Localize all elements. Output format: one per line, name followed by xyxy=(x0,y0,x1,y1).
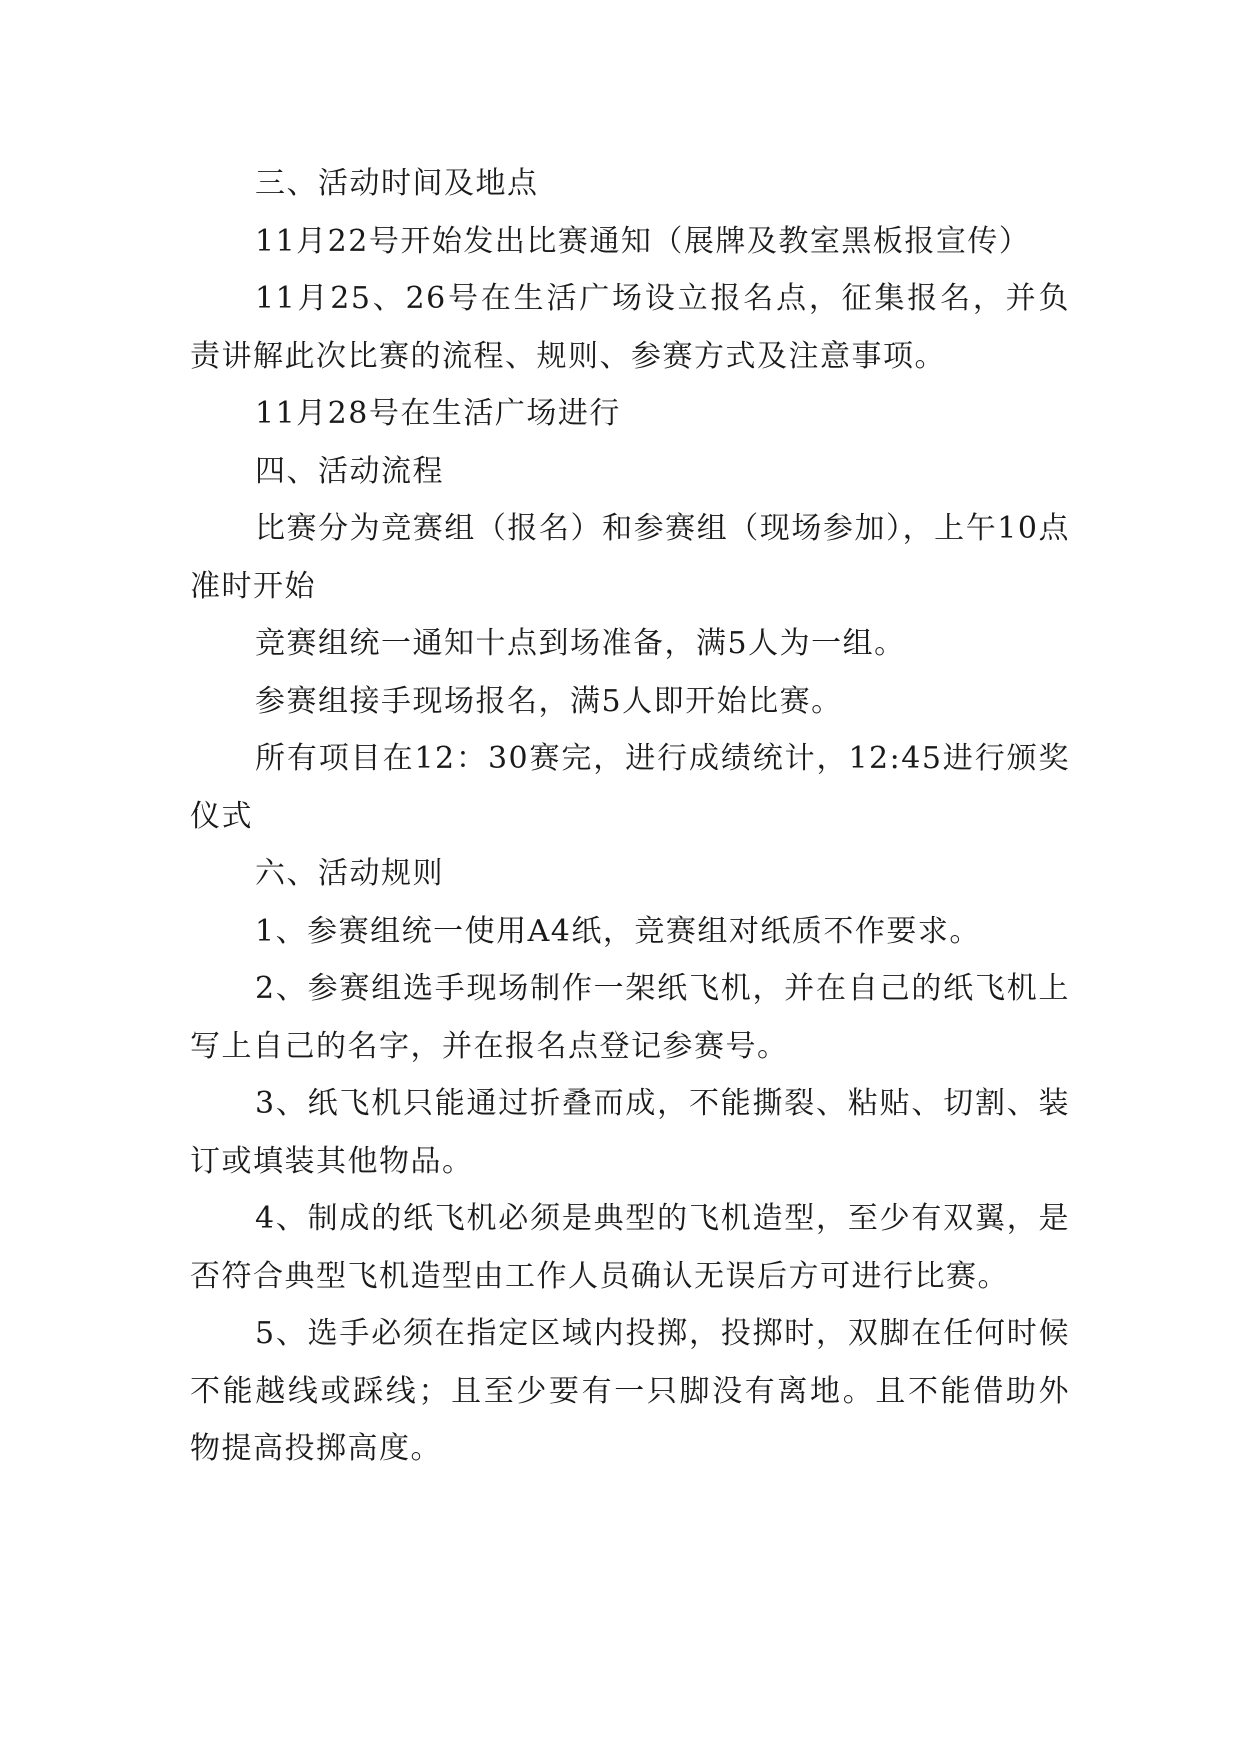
paragraph-schedule: 所有项目在12：30赛完，进行成绩统计，12:45进行颁奖仪式 xyxy=(190,741,1070,834)
paragraph-competition-group: 竞赛组统一通知十点到场准备，满5人为一组。 xyxy=(255,626,906,661)
document-body xyxy=(190,155,1070,1478)
rule-item-5: 5、选手必须在指定区域内投掷，投掷时，双脚在任何时候不能越线或踩线；且至少要有一只脚没有离地。且不能借助外物提高投掷高度。 xyxy=(190,1316,1070,1466)
paragraph-groups: 比赛分为竞赛组（报名）和参赛组（现场参加），上午10点准时开始 xyxy=(190,511,1070,604)
paragraph-event-date: 11月28号在生活广场进行 xyxy=(255,396,621,431)
paragraph-participation-group: 参赛组接手现场报名，满5人即开始比赛。 xyxy=(255,683,843,719)
paragraph-notice-date: 11月22号开始发出比赛通知（展牌及教室黑板报宣传） xyxy=(255,223,1031,259)
rule-item-1: 1、参赛组统一使用A4纸，竞赛组对纸质不作要求。 xyxy=(255,913,981,949)
paragraph-registration: 11月25、26号在生活广场设立报名点，征集报名，并负责讲解此次比赛的流程、规则、参赛方式及注意事项。 xyxy=(190,281,1070,374)
rule-item-4: 4、制成的纸飞机必须是典型的飞机造型，至少有双翼，是否符合典型飞机造型由工作人员确认无误后方可进行比赛。 xyxy=(190,1201,1070,1294)
section-heading-rules: 六、活动规则 xyxy=(255,856,444,891)
section-heading-time-location: 三、活动时间及地点 xyxy=(255,166,539,201)
section-heading-process: 四、活动流程 xyxy=(255,453,444,489)
rule-item-3: 3、纸飞机只能通过折叠而成，不能撕裂、粘贴、切割、装订或填装其他物品。 xyxy=(190,1086,1070,1179)
rule-item-2: 2、参赛组选手现场制作一架纸飞机，并在自己的纸飞机上写上自己的名字，并在报名点登记参赛号。 xyxy=(190,971,1070,1064)
